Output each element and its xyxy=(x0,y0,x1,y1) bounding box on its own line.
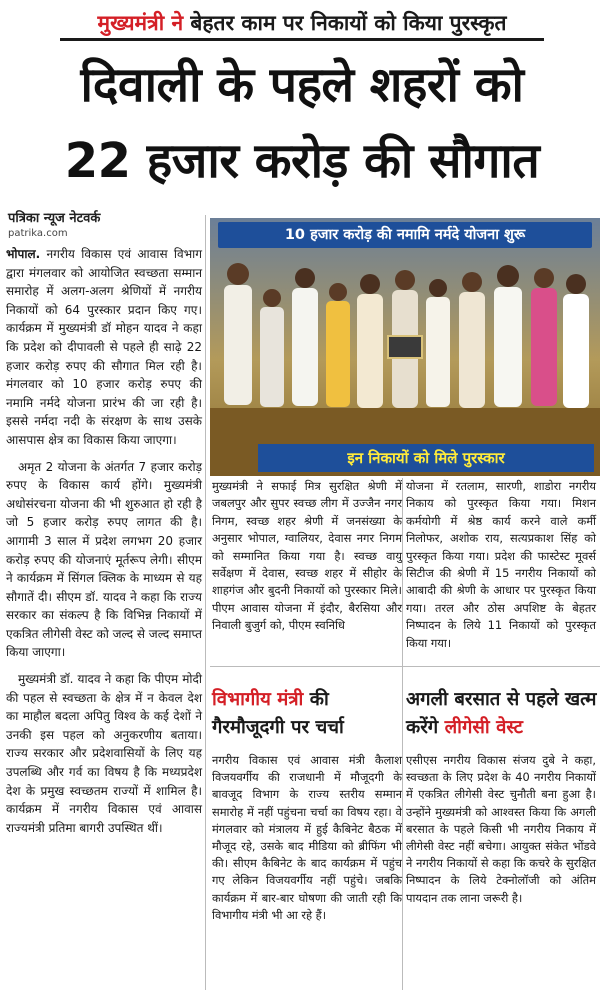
story-a-headline-text: की गैरमौजूदगी पर चर्चा xyxy=(212,689,344,738)
dateline: भोपाल. xyxy=(6,247,41,261)
headline-line-2: 22 हजार करोड़ की सौगात xyxy=(64,133,540,189)
kicker-highlight: मुख्यमंत्री ने xyxy=(97,11,184,35)
story-b-headline-text: अगली बरसात से पहले खत्म करेंगे xyxy=(406,689,597,738)
awards-banner: इन निकायों को मिले पुरस्कार xyxy=(258,444,594,472)
column-divider xyxy=(205,215,206,990)
headline-line-1: दिवाली के पहले शहरों को xyxy=(80,57,524,113)
kicker-underline xyxy=(60,38,544,41)
story-b-body: एसीएस नगरीय विकास संजय दुबे ने कहा, स्वच्छता के लिए प्रदेश के 40 नगरीय निकायों में एकत्रित लीगेसी वेस्ट चुनौती बना हुआ है। उन्होंने मुख्यमंत्री को आश्वस्त किया कि अगली बरसात के पहले किसी भी नगरीय निकाय में लीगेसी वेस्ट नहीं बचेगा। आयुक्त संकेत भोंडवे ने नगरीय निकायों से कहा कि कचरे के सुरक्षित निष्पादन के लिये टेक्नोलॉजी को अंतिम पायदान तक लाना जरूरी है। xyxy=(406,753,596,905)
photo-banner: 10 हजार करोड़ की नमामि नर्मदे योजना शुरू xyxy=(218,222,592,248)
lead-article-body xyxy=(6,245,202,990)
awards-text-col-1: मुख्यमंत्री ने सफाई मित्र सुरक्षित श्रेणी में जबलपुर और सुपर स्वच्छ लीग में उज्जैन नगर निगम, स्वच्छ शहर श्रेणी में जनसंख्या के अनुसार भोपाल, ग्वालियर, देवास नगर निगम को सम्मानित किया गया है। स्वच्छ वायु सर्वेक्षण में देवास, स्वच्छ शहर में सीहोर के शाहगंज और बुदनी निकायों को पुरस्कार मिले। पीएम आवास योजना में इंदौर, बैरसिया और निवाली बुजुर्ग को, पीएम स्वनिधि xyxy=(212,479,402,633)
event-photo-illustration xyxy=(210,218,600,476)
lead-paragraph-1-text: नगरीय विकास एवं आवास विभाग द्वारा मंगलवार को आयोजित स्वच्छता सम्मान समारोह में अलग-अलग श्रेणियों में नगरीय निकायों को 64 पुरस्कार प्रदान किए गए। कार्यक्रम में मुख्यमंत्री डॉ मोहन यादव ने कहा कि प्रदेश को दीपावली से पहले ही साढ़े 22 हजार करोड़ रुपए की सौगात मिल रही है। मंगलवार को 10 हजार करोड़ रुपए की नमामि नर्मदे योजना प्रारंभ की जा रही है। इससे नर्मदा नदी के संरक्षण के साथ उसके आसपास क्षेत्र का विकास किया जाएगा। xyxy=(6,247,202,447)
section-rule xyxy=(210,666,600,667)
kicker-text: बेहतर काम पर निकायों को किया पुरस्कृत xyxy=(183,11,507,35)
story-b-headline-highlight: लीगेसी वेस्ट xyxy=(444,717,523,738)
story-b-headline xyxy=(406,686,602,742)
lead-paragraph-3: मुख्यमंत्री डॉ. यादव ने कहा कि पीएम मोदी की पहल से स्वच्छता के क्षेत्र में न केवल देश का माहौल बदला अपितु विश्व के कई देशों ने उनकी इस पहल को अनुकरणीय बताया। राज्य सरकार और प्रदेशवासियों के लिए यह उपलब्धि और गर्व का विषय है कि मध्यप्रदेश देश के प्रमुख स्वच्छतम राज्यों में शामिल है। कार्यक्रम में नगरीय विकास एवं आवास राज्यमंत्री प्रतिमा बागरी उपस्थित थीं। xyxy=(6,672,202,835)
byline: पत्रिका न्यूज नेटवर्क xyxy=(8,211,101,226)
byline-site: patrika.com xyxy=(8,228,68,239)
story-a-body: नगरीय विकास एवं आवास मंत्री कैलाश विजयवर्गीय की राजधानी में मौजूदगी के बावजूद विभाग के राज्य स्तरीय सम्मान समारोह में नहीं पहुंचना चर्चा का विषय रहा। वे मंगलवार को मंत्रालय में हुई कैबिनेट बैठक में मौजूद रहे, उसके बाद मीडिया को ब्रीफिंग भी की। सीएम कैबिनेट के बाद कार्यक्रम में पहुंच गए लेकिन विजयवर्गीय नहीं पहुंचे। जबकि कार्यक्रम में बार-बार घोषणा की जाती रही कि विभागीय मंत्री भी आ रहे हैं। xyxy=(212,753,402,922)
story-a-headline-highlight: विभागीय मंत्री xyxy=(212,689,304,710)
event-photo xyxy=(210,218,600,476)
inner-column-divider xyxy=(402,478,403,990)
lead-paragraph-1 xyxy=(6,245,202,450)
lead-paragraph-2: अमृत 2 योजना के अंतर्गत 7 हजार करोड़ रुपए के विकास कार्य होंगे। मुख्यमंत्री अधोसंरचना योजना की भी शुरुआत हो रही है जो 5 हजार करोड़ रुपए लागत की है। आगामी 3 साल में प्रदेश लगभग 20 हजार करोड़ रुपए की योजनाएं मूर्तरूप लेगी। सीएम ने कार्यक्रम में सिंगल क्लिक के माध्यम से यह सौगातें दी। सीएम डॉ. यादव ने कहा कि राज्य सरकार का संकल्प है कि विभिन्न निकायों में एकत्रित लीगेसी वेस्ट को जल्द से जल्द समाप्त किया जाएगा। xyxy=(6,459,202,660)
story-a-headline xyxy=(212,686,398,742)
awards-text-col-2: योजना में रतलाम, सारणी, शाडोरा नगरीय निकाय को पुरस्कृत किया गया। मिशन कर्मयोगी में श्रेष्ठ कार्य करने वाले कर्मी निलोफर, अशोक राय, सत्यप्रकाश सिंह को पुरस्कृत किया गया। प्रदेश की फास्टेस्ट मूवर्स सिटीज की श्रेणी में 15 नगरीय निकायों को आबादी की श्रेणी के आधार पर पुरस्कृत किया गया। तरल और ठोस अपशिष्ट के बेहतर निष्पादन के लिये 11 निकायों को पुरस्कृत किया गया। xyxy=(406,479,596,650)
